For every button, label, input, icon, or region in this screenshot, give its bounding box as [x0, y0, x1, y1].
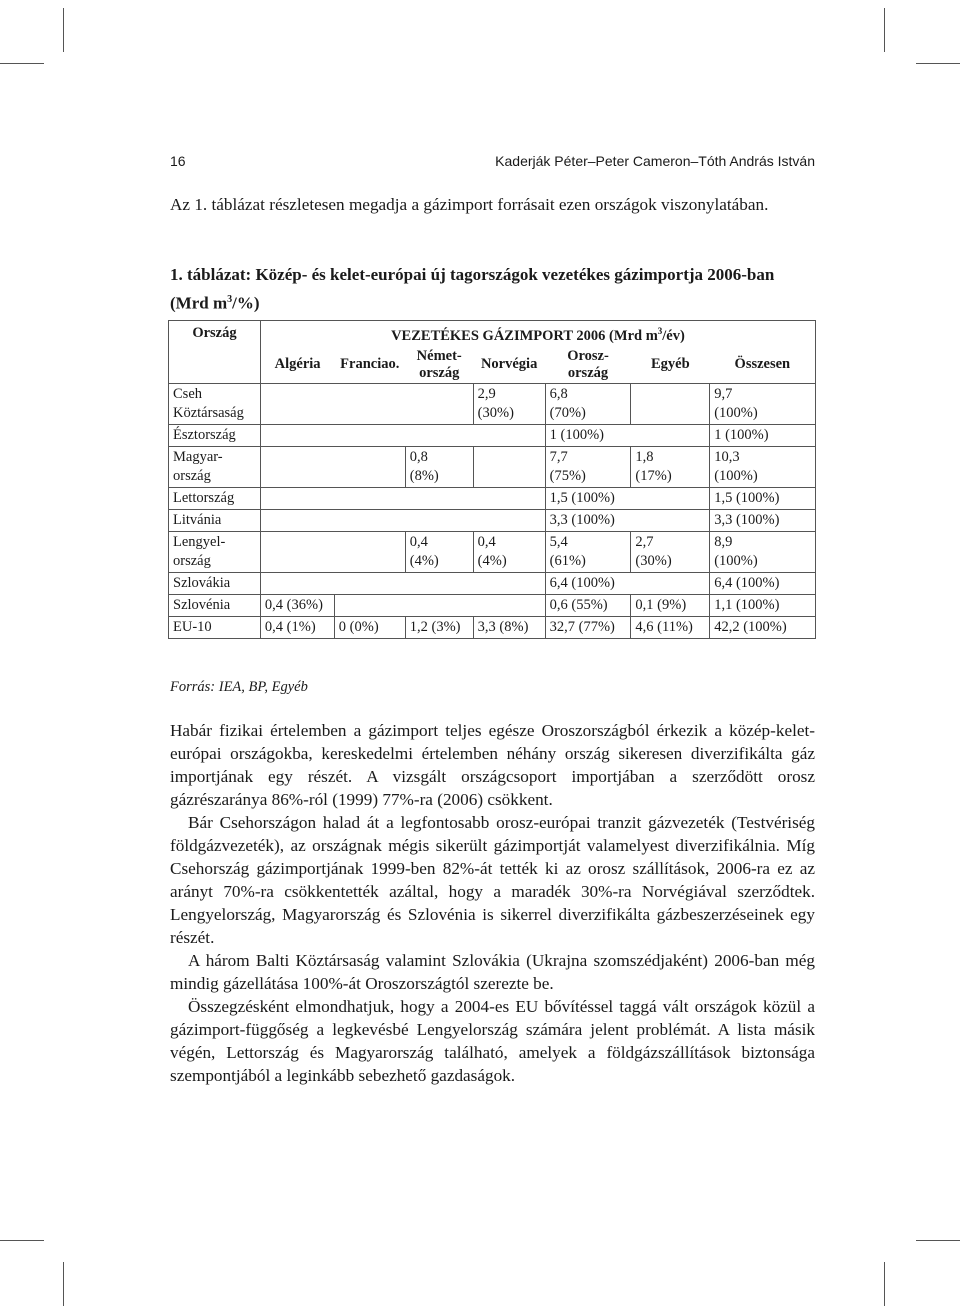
cell-oroszorszag: 6,8 (70%) [545, 383, 631, 424]
column-header-egyeb: Egyéb [650, 356, 690, 373]
cell-oroszorszag: 0,6 (55%) [545, 594, 631, 616]
table-row-eu10 [169, 616, 816, 638]
cell-nemetorszag: 0,4 (4%) [405, 531, 473, 572]
crop-mark-left-bottom [0, 1240, 44, 1241]
column-header-franciao: Franciao. [340, 356, 400, 373]
cell-egyeb [631, 383, 710, 424]
row-label: Lettország [169, 487, 261, 509]
running-header [170, 153, 815, 177]
cell-empty [260, 572, 545, 594]
table-row-szlovakia [169, 572, 816, 594]
table-header-row [169, 321, 816, 347]
cell-nemetorszag: 0,8 (8%) [405, 446, 473, 487]
table-caption-line-1: 1. táblázat: Közép- és kelet-európai új tagországok vezetékes gázimportja 2006-ban [170, 265, 775, 284]
intro-paragraph: Az 1. táblázat részletesen megadja a gázimport forrásait ezen országok viszonylatában. [170, 195, 769, 214]
crop-mark-top-left [63, 8, 64, 52]
cell-franciao: 0 (0%) [334, 616, 405, 638]
cell-osszesen: 9,7 (100%) [710, 383, 816, 424]
paragraph-2: Bár Csehországon halad át a legfontosabb orosz-európai tranzit gázvezeték (Testvériség földgázvezeték), az országnak mégis sikerült gázimportját valamelyest diverzifikálnia. Míg Csehország gázimportjának 1999-ben 82%-át tették ki az orosz szállítások, 2006-ra ez az arányt 70%-ra csökkentették azáltal, hogy a maradék 30%-ra Norvégiával szerződtek. Lengyelország, Magyarország és Szlovénia is sikerrel diverzifikálta gázbeszerzéseinek egy részét. [170, 813, 815, 947]
cell-oroszorszag: 32,7 (77%) [545, 616, 631, 638]
cell-oroszorszag: 1,5 (100%) [545, 487, 710, 509]
table-row-magyarorszag [169, 446, 816, 487]
cell-egyeb: 1,8 (17%) [631, 446, 710, 487]
cell-norvegia [473, 446, 545, 487]
paragraph-1: Habár fizikai értelemben a gázimport teljes egésze Oroszországból érkezik a közép-kelet-európai országokba, kereskedelmi értelemben néhány ország sikeresen diverzifikálta gáz importjának egy részét. A vizsgált országcsoport importjában a szerződött orosz gázrészaránya 86%-ról (1999) 77%-ra (2006) csökkent. [170, 721, 815, 809]
gas-import-table [168, 320, 816, 639]
cell-osszesen: 10,3 (100%) [710, 446, 816, 487]
table-row-litvania [169, 509, 816, 531]
cell-egyeb: 4,6 (11%) [631, 616, 710, 638]
column-header-osszesen: Összesen [710, 347, 816, 384]
cell-egyeb: 2,7 (30%) [631, 531, 710, 572]
column-header-country-cont [169, 347, 261, 384]
crop-mark-top-right [884, 8, 885, 52]
running-header-authors: Kaderják Péter–Peter Cameron–Tóth András István [495, 153, 815, 169]
row-label: Észtország [169, 424, 261, 446]
row-label: Szlovénia [169, 594, 261, 616]
row-label: Litvánia [169, 509, 261, 531]
crop-mark-bottom-left [63, 1262, 64, 1306]
cell-oroszorszag: 7,7 (75%) [545, 446, 631, 487]
cell-oroszorszag: 3,3 (100%) [545, 509, 710, 531]
body-text [170, 719, 815, 1087]
cell-egyeb: 0,1 (9%) [631, 594, 710, 616]
crop-mark-left-top [0, 63, 44, 64]
column-header-nemetorszag: Német- ország [416, 347, 462, 381]
row-label: EU-10 [169, 616, 261, 638]
cell-empty [334, 594, 545, 616]
crop-mark-right-top [916, 63, 960, 64]
cell-nemetorszag: 1,2 (3%) [405, 616, 473, 638]
cell-osszesen: 1 (100%) [710, 424, 816, 446]
table-row-esztorszag [169, 424, 816, 446]
cell-algeria: 0,4 (36%) [260, 594, 334, 616]
row-label: Cseh Köztársaság [169, 383, 261, 424]
cell-empty [260, 487, 545, 509]
crop-mark-bottom-right [884, 1262, 885, 1306]
row-label: Lengyel- ország [169, 531, 261, 572]
cell-norvegia: 3,3 (8%) [473, 616, 545, 638]
cell-empty [260, 531, 405, 572]
cell-osszesen: 3,3 (100%) [710, 509, 816, 531]
cell-empty [260, 446, 405, 487]
page-number: 16 [170, 153, 186, 169]
column-header-country: Ország [169, 321, 261, 347]
table-subheader-row [169, 347, 816, 384]
cell-oroszorszag: 6,4 (100%) [545, 572, 710, 594]
table-row-szlovenia [169, 594, 816, 616]
row-label: Szlovákia [169, 572, 261, 594]
cell-osszesen: 42,2 (100%) [710, 616, 816, 638]
table-source-note: Forrás: IEA, BP, Egyéb [170, 679, 308, 695]
column-header-oroszorszag: Orosz- ország [567, 347, 609, 381]
cell-oroszorszag: 5,4 (61%) [545, 531, 631, 572]
table-row-lengyelorszag [169, 531, 816, 572]
paragraph-3: A három Balti Köztársaság valamint Szlovákia (Ukrajna szomszédjaként) 2006-ban még mindig gázellátása 100%-át Oroszországtól szerezte be. [170, 951, 815, 993]
cell-osszesen: 1,1 (100%) [710, 594, 816, 616]
cell-norvegia: 0,4 (4%) [473, 531, 545, 572]
crop-mark-right-bottom [916, 1240, 960, 1241]
table-row-lettorszag [169, 487, 816, 509]
cell-algeria: 0,4 (1%) [260, 616, 334, 638]
table-caption-line-2: (Mrd $m^3/\%$) [170, 293, 260, 313]
cell-osszesen: 8,9 (100%) [710, 531, 816, 572]
cell-osszesen: 6,4 (100%) [710, 572, 816, 594]
cell-empty [260, 509, 545, 531]
row-label: Magyar- ország [169, 446, 261, 487]
column-group-header: VEZETÉKES GÁZIMPORT 2006 (Mrd $m^3/év$) [260, 321, 815, 347]
paragraph-4: Összegzésként elmondhatjuk, hogy a 2004-es EU bővítéssel taggá vált országok közül a gázimport-függőség a legkevésbé Lengyelország számára jelent problémát. A lista másik végén, Lettország és Magyarország található, amelyek a földgázszállítások biztonsága szempontjából a leginkább sebezhető gazdaságok. [170, 997, 815, 1085]
table-caption [170, 262, 815, 316]
column-header-norvegia: Norvégia [480, 356, 538, 373]
cell-osszesen: 1,5 (100%) [710, 487, 816, 509]
cell-empty [260, 424, 545, 446]
cell-empty [260, 383, 473, 424]
table-row-cseh [169, 383, 816, 424]
cell-oroszorszag: 1 (100%) [545, 424, 710, 446]
cell-norvegia: 2,9 (30%) [473, 383, 545, 424]
column-header-algeria: Algéria [274, 356, 321, 373]
